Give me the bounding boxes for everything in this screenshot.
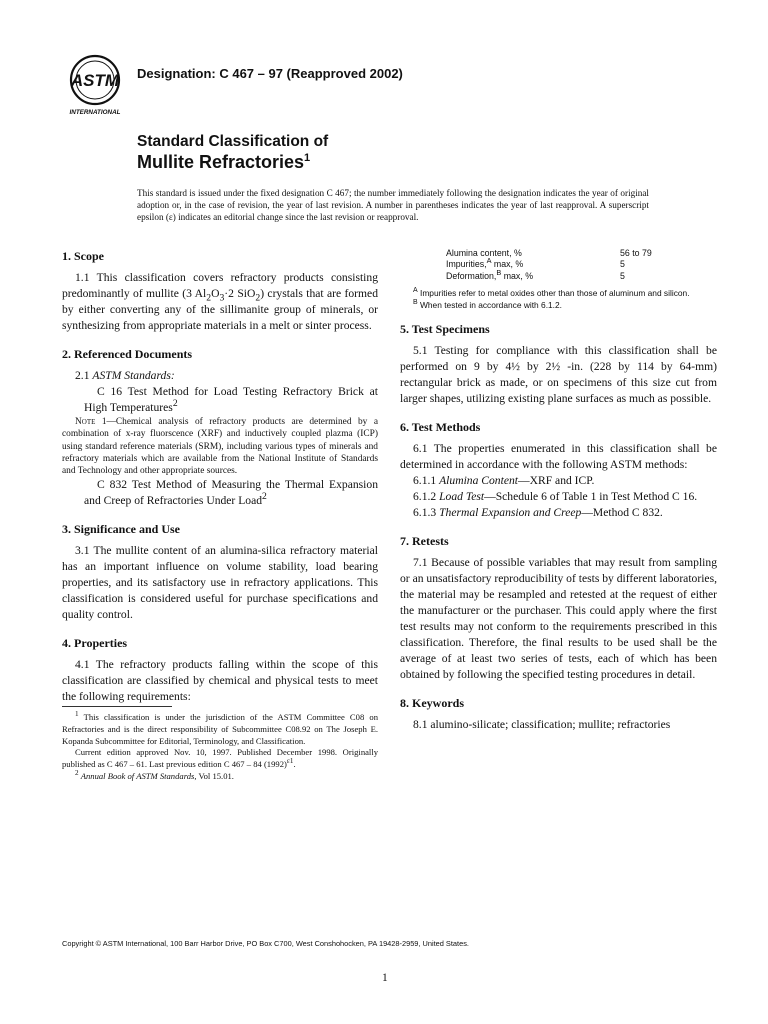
table-footnote-a xyxy=(400,288,717,300)
referenced-heading: 2. Referenced Documents xyxy=(62,347,193,361)
method-thermal-number: 6.1.3 xyxy=(413,506,440,520)
note-1 xyxy=(62,416,378,477)
method-load-text: —Schedule 6 of Table 1 in Test Method C 16. xyxy=(484,490,698,504)
method-load-number: 6.1.2 xyxy=(413,490,440,504)
section-referenced-documents xyxy=(62,346,378,509)
table-row xyxy=(400,267,717,282)
method-alumina-title: Alumina Content xyxy=(439,474,518,488)
table-footnote-a-marker: A xyxy=(413,287,418,295)
method-thermal-title: Thermal Expansion and Creep xyxy=(439,506,582,520)
table-footnote-b xyxy=(400,300,717,312)
method-load xyxy=(400,489,717,505)
property-name-suffix: max, % xyxy=(491,259,524,270)
designation: Designation: C 467 – 97 (Reapproved 2002) xyxy=(137,66,403,81)
scope-text-b: O xyxy=(211,287,220,300)
property-value: 5 xyxy=(620,270,625,281)
logo-text: ASTM xyxy=(70,71,120,90)
reference-c832-sup: 2 xyxy=(262,491,267,503)
footnote-1-text: This classification is under the jurisdiction of the ASTM Committee C08 on Refractories and is the direct responsibility of Subcommittee C08.92 on The Joseph E. Kopanda Subcommittee for Editorial, Terminology, and Classification. xyxy=(62,712,378,746)
properties-table xyxy=(400,248,717,282)
issuance-note xyxy=(137,187,649,224)
scope-sub-1: 2 xyxy=(206,292,212,304)
scope-paragraph xyxy=(62,270,378,334)
section-test-methods xyxy=(400,419,717,521)
property-name xyxy=(400,248,620,259)
reference-c832-text: C 832 Test Method of Measuring the Thermal Expansion and Creep of Refractories Under Load xyxy=(84,478,378,508)
note-label: Note xyxy=(75,417,96,427)
methods-paragraph: 6.1 The properties enumerated in this classification shall be determined in accordance with the following ASTM methods: xyxy=(400,442,717,472)
logo-subtext: INTERNATIONAL xyxy=(69,109,121,116)
footnote-2-volume: , Vol 15.01. xyxy=(194,770,234,781)
scope-sub-3: 2 xyxy=(255,292,261,304)
referenced-label: ASTM Standards: xyxy=(92,369,175,382)
property-name xyxy=(400,267,620,282)
retests-paragraph: 7.1 Because of possible variables that may result from sampling or an unsatisfactory reproducibility of tests by different laboratories, the material may be resampled and retested at the request of either the manufacturer or the purchaser. This could apply where the first test results may not conform to the requirements prescribed in this classification. Therefore, the final results to be used shall be the average of at least two series of tests, each of which has been obtained by following the specified testing procedures in detail. xyxy=(400,556,717,682)
specimens-paragraph: 5.1 Testing for compliance with this classification shall be performed on 9 by 4½ by 2½ -in. (228 by 114 by 64-mm) rectangular brick as made, or on specimens of this size cut from larger shapes, utilizing existing plane surfaces as much as possible. xyxy=(400,344,717,406)
page-number: 1 xyxy=(382,972,388,984)
table-footnote-a-text: Impurities refer to metal oxides other than those of aluminum and silicon. xyxy=(417,288,690,299)
reference-c16-sup: 2 xyxy=(172,398,178,410)
title-line-2-text: Mullite Refractories xyxy=(137,152,305,172)
section-retests xyxy=(400,533,717,683)
footnote-1 xyxy=(62,712,378,747)
scope-text-d: ) crystals that are formed by either converting any of the sillimanite group of minerals, or synthesizing from appropriate materials in a melt or sinter process. xyxy=(62,287,378,332)
significance-paragraph: 3.1 The mullite content of an alumina-silica refractory material has an important influence on volume stability, load bearing properties, and its satisfactory use in refractory applications. This classification is considered useful for purchase specifications and quality control. xyxy=(62,544,378,622)
property-footnote-ref: A xyxy=(486,256,492,266)
reference-c16 xyxy=(62,384,378,416)
footnote-rule xyxy=(62,706,172,707)
referenced-intro xyxy=(62,368,378,384)
reference-c16-text: C 16 Test Method for Load Testing Refractory Brick at High Temperatures xyxy=(84,385,378,414)
section-significance xyxy=(62,521,378,623)
right-column xyxy=(400,248,717,745)
reference-c832 xyxy=(62,477,378,509)
scope-heading: 1. Scope xyxy=(62,249,104,263)
property-value: 5 xyxy=(620,259,625,270)
property-name-suffix: max, % xyxy=(501,270,534,281)
copyright-notice: Copyright © ASTM International, 100 Barr Harbor Drive, PO Box C700, West Conshohocken, PA 19428-2959, United States. xyxy=(62,939,469,948)
method-thermal-text: —Method C 832. xyxy=(581,506,663,520)
property-name-text: Alumina content, % xyxy=(446,248,522,258)
scope-sub-2: 3 xyxy=(219,292,225,304)
property-name-text: Deformation, xyxy=(446,270,497,281)
title-footnote-ref: 1 xyxy=(304,152,311,164)
section-properties xyxy=(62,635,378,705)
epsilon-symbol: ε xyxy=(168,212,173,223)
significance-heading: 3. Significance and Use xyxy=(62,522,181,537)
keywords-heading: 8. Keywords xyxy=(400,696,464,711)
section-keywords xyxy=(400,695,717,733)
table-footnote-b-text: When tested in accordance with 6.1.2. xyxy=(417,299,562,310)
edition-text: Current edition approved Nov. 10, 1997. Published December 1998. Originally published as C 467 – 61. Last previous edition C 467 – 84 (1992) xyxy=(62,747,378,770)
method-alumina-text: —XRF and ICP. xyxy=(518,474,595,488)
footnote-1-marker: 1 xyxy=(75,710,79,719)
footnote-2-marker: 2 xyxy=(75,769,79,778)
retests-heading: 7. Retests xyxy=(400,534,449,549)
issuance-text-b: ) indicates an editorial change since the last revision or reapproval. xyxy=(172,212,419,223)
left-column xyxy=(62,248,378,717)
edition-epsilon: ε1 xyxy=(286,757,294,766)
scope-text-c: ·2 SiO xyxy=(224,287,256,300)
property-name xyxy=(400,256,620,270)
specimens-heading: 5. Test Specimens xyxy=(400,322,490,337)
property-value: 56 to 79 xyxy=(620,248,652,258)
title-line-2 xyxy=(137,151,328,173)
keywords-paragraph: 8.1 alumino-silicate; classification; mullite; refractories xyxy=(413,718,671,732)
table-row xyxy=(400,248,717,259)
section-test-specimens xyxy=(400,321,717,407)
property-footnote-ref: B xyxy=(496,267,502,277)
note-text: 1—Chemical analysis of refractory products are determined by a combination of x-ray fluorscence (XRF) and inductively coupled plazma (ICP) using standard reference materials (SRM), including various types of minerals and refractory materials which are available from the National Institute of Standards and Technology and other appropriate sources. xyxy=(62,417,378,477)
title-line-1: Standard Classification of xyxy=(137,133,329,150)
footnotes xyxy=(62,706,378,783)
table-row xyxy=(400,256,717,270)
edition-period: . xyxy=(293,759,296,770)
property-name-text: Impurities, xyxy=(446,259,487,270)
method-alumina xyxy=(400,473,717,489)
issuance-text-a: This standard is issued under the fixed designation C 467; the number immediately following the designation indicates the year of original adoption or, in the case of revision, the year of last revision. A number in parentheses indicates the year of last reapproval. A superscript epsilon ( xyxy=(137,188,649,223)
scope-text-a: 1.1 This classification covers refractory products consisting predominantly of mullite (3 Al xyxy=(62,271,378,300)
footnote-1-edition xyxy=(62,747,378,771)
section-scope xyxy=(62,248,378,334)
footnote-2-book: Annual Book of ASTM Standards xyxy=(80,770,195,781)
method-alumina-number: 6.1.1 xyxy=(413,474,440,488)
table-footnote-b-marker: B xyxy=(413,299,418,307)
footnote-2 xyxy=(62,771,378,783)
referenced-number: 2.1 xyxy=(75,369,93,382)
properties-heading: 4. Properties xyxy=(62,636,128,651)
method-load-title: Load Test xyxy=(439,490,485,504)
document-title xyxy=(137,132,328,173)
properties-paragraph: 4.1 The refractory products falling within the scope of this classification are classified by chemical and physical tests to meet the following requirements: xyxy=(62,658,378,704)
methods-heading: 6. Test Methods xyxy=(400,420,481,435)
astm-logo xyxy=(62,52,128,118)
method-thermal xyxy=(400,505,717,521)
